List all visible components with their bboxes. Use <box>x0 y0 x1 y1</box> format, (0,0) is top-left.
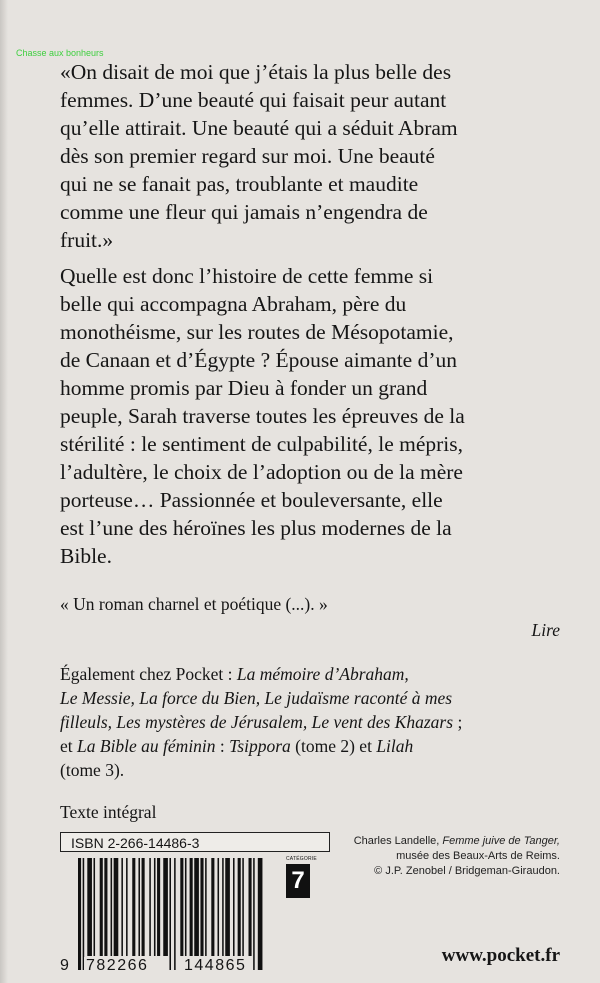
website-link: www.pocket.fr <box>441 945 560 966</box>
summary-line: Quelle est donc l’histoire de cette femme si <box>60 264 434 288</box>
cover-edge-shadow <box>0 0 8 983</box>
also-title: Tsippora <box>229 736 291 756</box>
credit-line: © J.P. Zenobel / Bridgeman-Giraudon. <box>374 865 560 877</box>
barcode-bar <box>238 858 241 956</box>
also-line <box>60 712 462 733</box>
summary-line: homme promis par Dieu à fonder un grand <box>60 376 428 400</box>
barcode-bar <box>142 858 145 956</box>
barcode-bar <box>200 858 203 956</box>
barcode-bar <box>185 858 187 956</box>
category-badge <box>286 856 317 906</box>
also-line: (tome 3). <box>60 760 125 780</box>
barcode-right-digits: 144865 <box>184 957 247 974</box>
barcode-bar <box>154 858 156 956</box>
barcode-bar <box>163 858 168 956</box>
also-text: : <box>215 736 230 756</box>
barcode-bar <box>218 858 220 956</box>
credit-artist: Charles Landelle, <box>353 835 443 847</box>
summary-line: est l’une des héroïnes les plus modernes de la <box>60 516 452 540</box>
barcode-bar <box>225 858 230 956</box>
isbn-box: ISBN 2-266-14486-3 <box>60 832 330 852</box>
also-title: Le Messie, La force du Bien, Le judaïsme raconté à mes <box>60 688 453 708</box>
review-quote: « Un roman charnel et poétique (...). » <box>60 594 328 614</box>
barcode-bar <box>104 858 107 956</box>
summary-line: porteuse… Passionnée et bouleversante, elle <box>60 488 443 512</box>
category-label: CATÉGORIE <box>286 856 317 862</box>
barcode-bar <box>249 858 252 956</box>
barcode-bar <box>190 858 193 956</box>
barcode-bar <box>258 858 263 970</box>
also-title: La mémoire d’Abraham, <box>236 664 409 684</box>
quote-line: qu’elle attirait. Une beauté qui a séduit Abram <box>60 116 458 140</box>
also-text: ; <box>453 712 463 732</box>
watermark: Chasse aux bonheurs <box>16 48 104 58</box>
barcode-bar <box>174 858 176 970</box>
barcode-bar <box>83 858 85 970</box>
barcode-bar <box>132 858 135 956</box>
barcode-bar <box>169 858 171 970</box>
barcode-bar <box>242 858 244 956</box>
summary-line: l’adultère, le choix de l’adoption ou de la mère <box>60 460 463 484</box>
barcode-bar <box>205 858 207 956</box>
also-text: et <box>60 736 78 756</box>
barcode-bar <box>253 858 255 970</box>
quote-line: qui ne se fanait pas, troublante et maudite <box>60 172 419 196</box>
barcode-bar <box>138 858 140 956</box>
barcode-bar <box>194 858 199 956</box>
quote-line: «On disait de moi que j’étais la plus belle des <box>60 60 452 84</box>
barcode-bar <box>149 858 151 956</box>
summary-line: de Canaan et d’Égypte ? Épouse aimante d’un <box>60 348 458 372</box>
review-source: Lire <box>531 620 560 640</box>
also-line <box>60 688 452 709</box>
also-line <box>60 736 413 757</box>
barcode-bar <box>233 858 235 956</box>
summary-line: belle qui accompagna Abraham, père du <box>60 292 407 316</box>
quote-line: femmes. D’une beauté qui faisait peur autant <box>60 88 447 112</box>
barcode-bar <box>111 858 113 956</box>
summary-line: monothéisme, sur les routes de Mésopotamie, <box>60 320 454 344</box>
barcode-bar <box>222 858 224 956</box>
credit-line: musée des Beaux-Arts de Reims. <box>396 850 560 862</box>
also-title: filleuls, Les mystères de Jérusalem, Le vent des Khazars <box>60 712 454 732</box>
barcode-left-digits: 782266 <box>86 957 149 974</box>
also-line <box>60 664 409 685</box>
quote-line: dès son premier regard sur moi. Une beauté <box>60 144 435 168</box>
barcode-bar <box>126 858 128 956</box>
barcode-first-digit: 9 <box>60 957 69 974</box>
barcode-bar <box>180 858 183 956</box>
barcode-bar <box>78 858 81 970</box>
summary-line: Bible. <box>60 544 112 568</box>
barcode-bar <box>114 858 119 956</box>
summary-line: stérilité : le sentiment de culpabilité, le mépris, <box>60 432 464 456</box>
quote-line: comme une fleur qui jamais n’engendra de <box>60 200 428 224</box>
barcode-bar <box>94 858 96 956</box>
also-title: La Bible au féminin <box>77 736 216 756</box>
credit-artwork: Femme juive de Tanger, <box>442 835 560 847</box>
integral-text: Texte intégral <box>60 802 157 822</box>
barcode-bar <box>121 858 123 956</box>
also-title: Lilah <box>376 736 414 756</box>
barcode-bar <box>100 858 103 956</box>
also-text: (tome 2) et <box>290 736 377 756</box>
barcode-bar <box>157 858 160 956</box>
also-text: Également chez Pocket : <box>60 664 237 684</box>
barcode-bar <box>87 858 92 956</box>
credit-line <box>354 835 560 847</box>
barcode-bar <box>211 858 214 956</box>
quote-line: fruit.» <box>60 228 114 252</box>
summary-line: peuple, Sarah traverse toutes les épreuves de la <box>60 404 465 428</box>
category-value: 7 <box>286 864 310 898</box>
